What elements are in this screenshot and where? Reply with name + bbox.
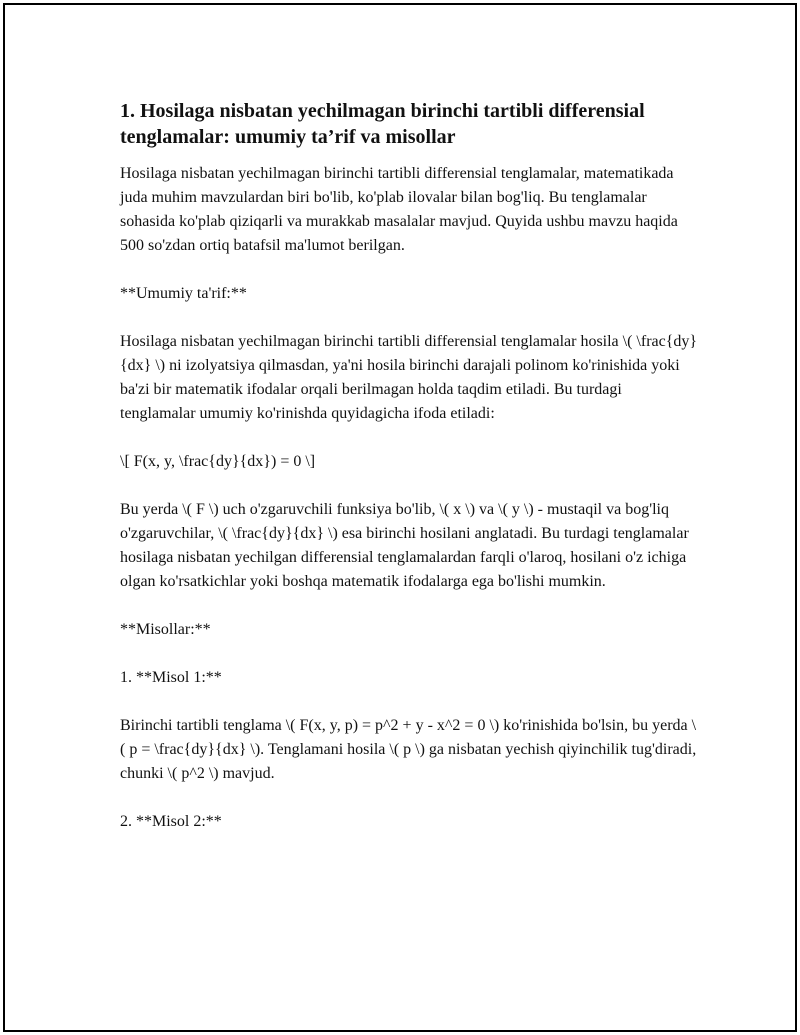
document-page <box>3 3 797 1032</box>
document-title: 1. Hosilaga nisbatan yechilmagan birinchi tartibli differensial tenglamalar: umumiy ta’rif va misollar <box>120 100 645 148</box>
example-1-body: Birinchi tartibli tenglama \( F(x, y, p) = p^2 + y - x^2 = 0 \) ko'rinishida bo'lsin, bu yerda \( p = \frac{dy}{dx} \). Tenglamani hosila \( p \) ga nisbatan yechish qiyinchilik tug'diradi, chunki \( p^2 \) mavjud. <box>120 717 697 782</box>
definition-heading: **Umumiy ta'rif:** <box>120 285 247 302</box>
example-1-heading: 1. **Misol 1:** <box>120 669 222 686</box>
example-2-heading: 2. **Misol 2:** <box>120 813 222 830</box>
general-equation: \[ F(x, y, \frac{dy}{dx}) = 0 \] <box>120 453 316 470</box>
intro-paragraph: Hosilaga nisbatan yechilmagan birinchi tartibli differensial tenglamalar, matematikada juda muhim mavzulardan biri bo'lib, ko'plab ilovalar bilan bog'liq. Bu tenglamalar sohasida ko'plab qiziqarli va murakkab masalalar mavjud. Quyida ushbu mavzu haqida 500 so'zdan ortiq batafsil ma'lumot berilgan. <box>120 165 678 254</box>
explanation-paragraph: Bu yerda \( F \) uch o'zgaruvchili funksiya bo'lib, \( x \) va \( y \) - mustaqil va bog'liq o'zgaruvchilar, \( \frac{dy}{dx} \) esa birinchi hosilani anglatadi. Bu turdagi tenglamalar hosilaga nisbatan yechilgan differensial tenglamalardan farqli o'laroq, hosilani o'z ichiga olgan ko'rsatkichlar yoki boshqa matematik ifodalarga ega bo'lishi mumkin. <box>120 501 689 590</box>
definition-paragraph: Hosilaga nisbatan yechilmagan birinchi tartibli differensial tenglamalar hosila \( \frac{dy}{dx} \) ni izolyatsiya qilmasdan, ya'ni hosila birinchi darajali polinom ko'rinishida yoki ba'zi bir matematik ifodalar orqali berilmagan holda taqdim etiladi. Bu turdagi tenglamalar umumiy ko'rinishda quyidagicha ifoda etiladi: <box>120 333 698 422</box>
document-body <box>120 98 700 858</box>
examples-heading: **Misollar:** <box>120 621 211 638</box>
